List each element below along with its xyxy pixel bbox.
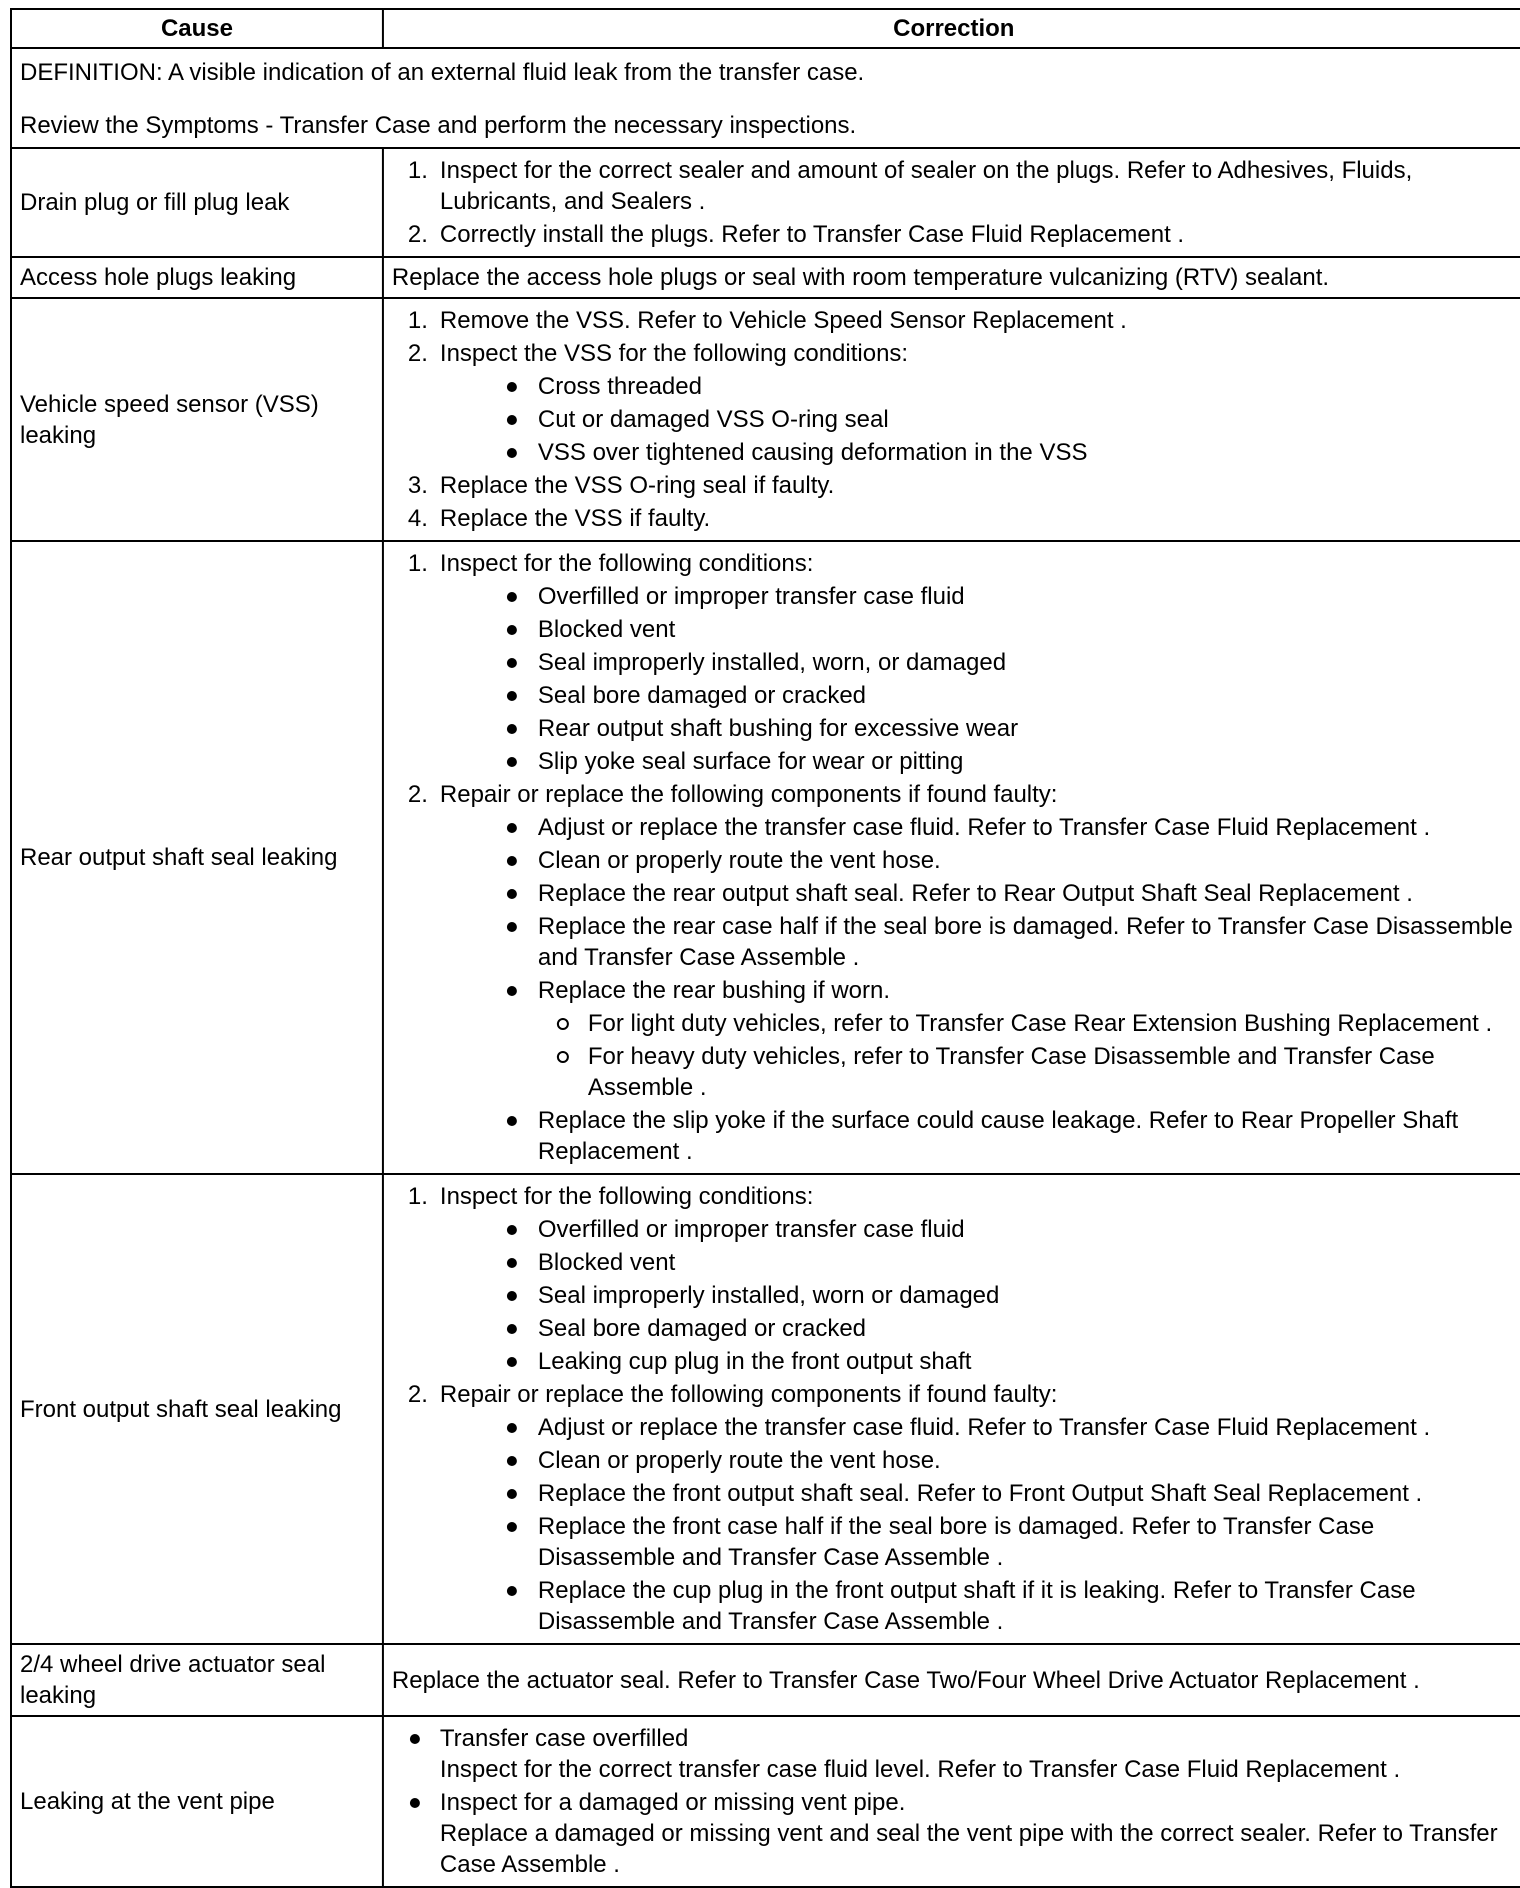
step-list bbox=[392, 1181, 1516, 1637]
list-item: Blocked vent bbox=[440, 1247, 1516, 1278]
transfer-case-leak-table bbox=[10, 8, 1520, 1888]
definition-text: DEFINITION: A visible indication of an external fluid leak from the transfer case. bbox=[19, 59, 865, 86]
list-item: 2. Repair or replace the following components if found faulty: Adjust or replace the transfer case fluid. Refer to Transfer Case Fluid Replacement . Clean or properly route the vent hose. Replace the front output shaft seal. Refer to Front Output Shaft Seal Replacement . Replace the front case half if the seal bore is damaged. Refer to Transfer Case Disassemble and Transfer Case Assemble . Replace the cup plug in the front output shaft if it is leaking. Refer to Transfer Case Disassemble and Transfer Case Assemble . bbox=[392, 1379, 1516, 1637]
review-text: Review the Symptoms - Transfer Case and perform the necessary inspections. bbox=[19, 112, 857, 139]
step-list bbox=[392, 305, 1516, 468]
bullet-list bbox=[440, 1412, 1516, 1637]
list-item: 2. Repair or replace the following components if found faulty: Adjust or replace the transfer case fluid. Refer to Transfer Case Fluid Replacement . Clean or properly route the vent hose. Replace the rear output shaft seal. Refer to Rear Output Shaft Seal Replacement . Replace the rear case half if the seal bore is damaged. Refer to Transfer Case Disassemble and Transfer Case Assemble . Replace the rear bushing if worn. For light duty vehicles, refer to Transfer Case Rear Extension Bushing Replacement . For heavy duty vehicles, refer to Transfer Case Disassemble and Transfer Case Assemble . Replace the slip yoke if the surface could cause leakage. Refer to Rear Propeller Shaft Replacement . bbox=[392, 779, 1516, 1167]
list-item: Replace the rear case half if the seal bore is damaged. Refer to Transfer Case Disassemble and Transfer Case Assemble . bbox=[440, 911, 1516, 973]
list-item: 1. Remove the VSS. Refer to Vehicle Speed Sensor Replacement . bbox=[407, 307, 1127, 334]
definition-row bbox=[11, 48, 1520, 148]
table-row bbox=[11, 148, 1520, 257]
correction-cell bbox=[383, 1174, 1520, 1644]
bullet-list bbox=[440, 1214, 1516, 1377]
step-list bbox=[392, 470, 1516, 534]
table-row bbox=[11, 298, 1520, 541]
list-item: Inspect for a damaged or missing vent pipe. Replace a damaged or missing vent and seal the vent pipe with the correct sealer. Refer to Transfer Case Assemble . bbox=[392, 1787, 1516, 1880]
bullet-list bbox=[440, 371, 1516, 468]
list-item: Cut or damaged VSS O-ring seal bbox=[440, 404, 1516, 435]
list-item: Clean or properly route the vent hose. bbox=[440, 1445, 1516, 1476]
list-item: Slip yoke seal surface for wear or pitting bbox=[440, 746, 1516, 777]
header-correction: Correction bbox=[383, 9, 1520, 48]
table-row bbox=[11, 541, 1520, 1174]
list-item: Replace the rear bushing if worn. For light duty vehicles, refer to Transfer Case Rear Extension Bushing Replacement . For heavy duty vehicles, refer to Transfer Case Disassemble and Transfer Case Assemble . bbox=[440, 975, 1516, 1103]
list-item: Replace the rear output shaft seal. Refer to Rear Output Shaft Seal Replacement . bbox=[440, 878, 1516, 909]
list-item: Seal improperly installed, worn, or damaged bbox=[440, 647, 1516, 678]
list-item: 4. Replace the VSS if faulty. bbox=[407, 505, 711, 532]
list-item: 2. Correctly install the plugs. Refer to Transfer Case Fluid Replacement . bbox=[407, 221, 1185, 248]
step-list bbox=[392, 155, 1516, 250]
table-row bbox=[11, 1174, 1520, 1644]
bullet-list bbox=[440, 812, 1516, 1167]
list-item: 2. Inspect the VSS for the following conditions: Cross threaded Cut or damaged VSS O-ring seal VSS over tightened causing deformation in the VSS bbox=[392, 338, 1516, 468]
list-item: Seal bore damaged or cracked bbox=[440, 1313, 1516, 1344]
list-item: Blocked vent bbox=[440, 614, 1516, 645]
correction-cell bbox=[383, 541, 1520, 1174]
list-item: Overfilled or improper transfer case fluid bbox=[440, 581, 1516, 612]
list-item: 1. Inspect for the following conditions: Overfilled or improper transfer case fluid Blocked vent Seal improperly installed, worn, or damaged Seal bore damaged or cracked Rear output shaft bushing for excessive wear Slip yoke seal surface for wear or pitting bbox=[392, 548, 1516, 777]
definition-cell bbox=[11, 48, 1520, 148]
list-item: For heavy duty vehicles, refer to Transfer Case Disassemble and Transfer Case Assemble . bbox=[538, 1041, 1516, 1103]
list-item: Cross threaded bbox=[440, 371, 1516, 402]
list-item: 1. Inspect for the following conditions: Overfilled or improper transfer case fluid Blocked vent Seal improperly installed, worn or damaged Seal bore damaged or cracked Leaking cup plug in the front output shaft bbox=[392, 1181, 1516, 1377]
list-item: Replace the front case half if the seal bore is damaged. Refer to Transfer Case Disassemble and Transfer Case Assemble . bbox=[440, 1511, 1516, 1573]
diagnostic-document bbox=[10, 8, 1520, 1878]
list-item: Seal bore damaged or cracked bbox=[440, 680, 1516, 711]
cause-cell: Front output shaft seal leaking bbox=[11, 1174, 383, 1644]
correction-cell bbox=[383, 1716, 1520, 1887]
step-list bbox=[392, 548, 1516, 1167]
table-header-row bbox=[11, 9, 1520, 48]
list-item: Replace the front output shaft seal. Refer to Front Output Shaft Seal Replacement . bbox=[440, 1478, 1516, 1509]
cause-cell: Access hole plugs leaking bbox=[11, 257, 383, 298]
cause-cell: Leaking at the vent pipe bbox=[11, 1716, 383, 1887]
list-item: Rear output shaft bushing for excessive wear bbox=[440, 713, 1516, 744]
sub-bullet-list bbox=[538, 1008, 1516, 1103]
cause-cell: Drain plug or fill plug leak bbox=[11, 148, 383, 257]
header-cause: Cause bbox=[11, 9, 383, 48]
list-item: Transfer case overfilled Inspect for the correct transfer case fluid level. Refer to Transfer Case Fluid Replacement . bbox=[392, 1723, 1516, 1785]
correction-cell: Replace the access hole plugs or seal with room temperature vulcanizing (RTV) sealant. bbox=[383, 257, 1520, 298]
cause-cell: Rear output shaft seal leaking bbox=[11, 541, 383, 1174]
list-item: 3. Replace the VSS O-ring seal if faulty. bbox=[407, 472, 835, 499]
list-item: VSS over tightened causing deformation in the VSS bbox=[440, 437, 1516, 468]
list-item: Leaking cup plug in the front output shaft bbox=[440, 1346, 1516, 1377]
bullet-list bbox=[392, 1723, 1516, 1880]
bullet-list bbox=[440, 581, 1516, 777]
list-item: Replace the cup plug in the front output shaft if it is leaking. Refer to Transfer Case Disassemble and Transfer Case Assemble . bbox=[440, 1575, 1516, 1637]
list-item: Adjust or replace the transfer case fluid. Refer to Transfer Case Fluid Replacement . bbox=[440, 1412, 1516, 1443]
correction-cell: Replace the actuator seal. Refer to Transfer Case Two/Four Wheel Drive Actuator Replacement . bbox=[383, 1644, 1520, 1716]
table-row bbox=[11, 1644, 1520, 1716]
list-item: Replace the slip yoke if the surface could cause leakage. Refer to Rear Propeller Shaft Replacement . bbox=[440, 1105, 1516, 1167]
list-item: Overfilled or improper transfer case fluid bbox=[440, 1214, 1516, 1245]
cause-cell: 2/4 wheel drive actuator seal leaking bbox=[11, 1644, 383, 1716]
table-row bbox=[11, 1716, 1520, 1887]
table-row bbox=[11, 257, 1520, 298]
list-item: 1. Inspect for the correct sealer and amount of sealer on the plugs. Refer to Adhesives, Fluids, Lubricants, and Sealers . bbox=[407, 157, 1413, 215]
list-item: Adjust or replace the transfer case fluid. Refer to Transfer Case Fluid Replacement . bbox=[440, 812, 1516, 843]
list-item: Seal improperly installed, worn or damaged bbox=[440, 1280, 1516, 1311]
correction-cell bbox=[383, 298, 1520, 541]
list-item: Clean or properly route the vent hose. bbox=[440, 845, 1516, 876]
cause-cell: Vehicle speed sensor (VSS) leaking bbox=[11, 298, 383, 541]
list-item: For light duty vehicles, refer to Transfer Case Rear Extension Bushing Replacement . bbox=[538, 1008, 1516, 1039]
correction-cell bbox=[383, 148, 1520, 257]
